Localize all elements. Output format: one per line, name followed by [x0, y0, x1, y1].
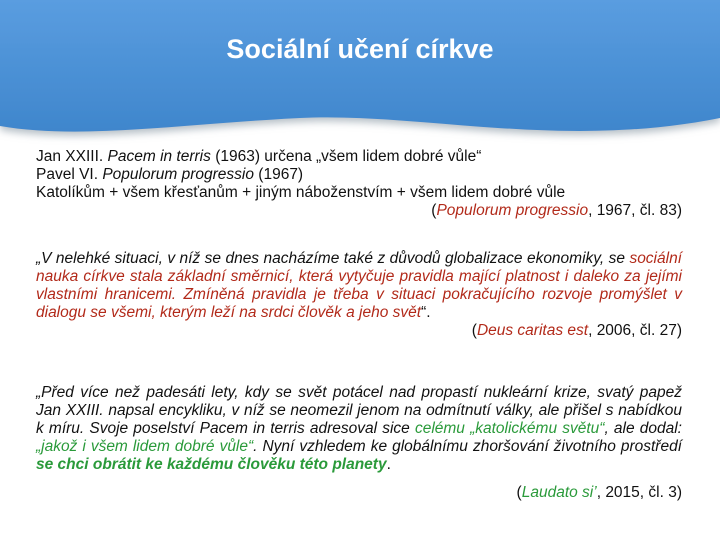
intro-block: [36, 148, 682, 220]
quote-laudato-si: [36, 384, 682, 502]
intro-line-2: [36, 166, 682, 184]
cite-title: Laudato si’: [521, 484, 597, 501]
intro-l2-c: (1967): [253, 166, 304, 183]
quote2-end: “.: [421, 304, 431, 321]
header-wave-banner: [0, 0, 720, 150]
quote3-green-1: celému „katolickému světu“: [414, 420, 605, 437]
intro-l1-c: (1963) určena „všem lidem dobré vůle“: [210, 148, 482, 165]
quote3-citation: [36, 484, 682, 502]
quote3-end: .: [386, 456, 391, 473]
cite-title: Populorum progressio: [436, 202, 589, 219]
quote-deus-caritas: [36, 250, 682, 340]
quote3-part2: , ale dodal:: [604, 420, 682, 437]
quote3-green-2: „jakož i všem lidem dobré vůle“: [36, 438, 254, 455]
cite-open: (: [516, 484, 522, 501]
quote-text: [36, 384, 682, 474]
intro-l2-a: Pavel VI.: [36, 166, 103, 183]
quote3-green-bold: se chci obrátit ke každému člověku této planety: [36, 456, 387, 473]
intro-l1-title: Pacem in terris: [107, 148, 211, 165]
cite-rest: , 1967, čl. 83): [588, 202, 682, 219]
quote2-citation: [36, 322, 682, 340]
quote3-part3: . Nyní vzhledem ke globálnímu zhoršování životního prostředí: [253, 438, 682, 455]
intro-line-3: Katolíkům + všem křesťanům + jiným náboženstvím + všem lidem dobré vůle: [36, 184, 566, 201]
quote3-part1: „Před více než padesáti lety, kdy se svět potácel nad propastí nukleární krize, svatý papež Jan XXIII. napsal encykliku, v níž se neomezil jenom na odmítnutí války, ale přišel s nabídkou k míru. Svoje poselství Pacem in terris adresoval sice: [36, 384, 682, 437]
cite-title: Deus caritas est: [476, 322, 589, 339]
quote-text: [36, 250, 682, 322]
quote2-highlight: sociální nauka církve stala základní směrnicí, která vytyčuje pravidla mající platnost i daleko za jejími vlastními hranicemi. Zmíněná pravidla je třeba v situaci pokračujícího rozvoje promýšlet v dialogu se všemi, kterým leží na srdci člověk a jeho svět: [36, 250, 682, 321]
slide-title: Sociální učení církve: [226, 34, 494, 64]
intro-l2-title: Populorum progressio: [102, 166, 254, 183]
cite-rest: , 2015, čl. 3): [596, 484, 682, 501]
cite-rest: , 2006, čl. 27): [588, 322, 682, 339]
slide-header: [0, 0, 720, 150]
cite-open: (: [471, 322, 477, 339]
cite-open: (: [431, 202, 437, 219]
intro-citation: [36, 202, 682, 220]
intro-l1-a: Jan XXIII.: [36, 148, 108, 165]
quote2-part1: „V nelehké situaci, v níž se dnes nacházíme také z důvodů globalizace ekonomiky, se: [36, 250, 630, 267]
intro-line-1: [36, 148, 682, 166]
